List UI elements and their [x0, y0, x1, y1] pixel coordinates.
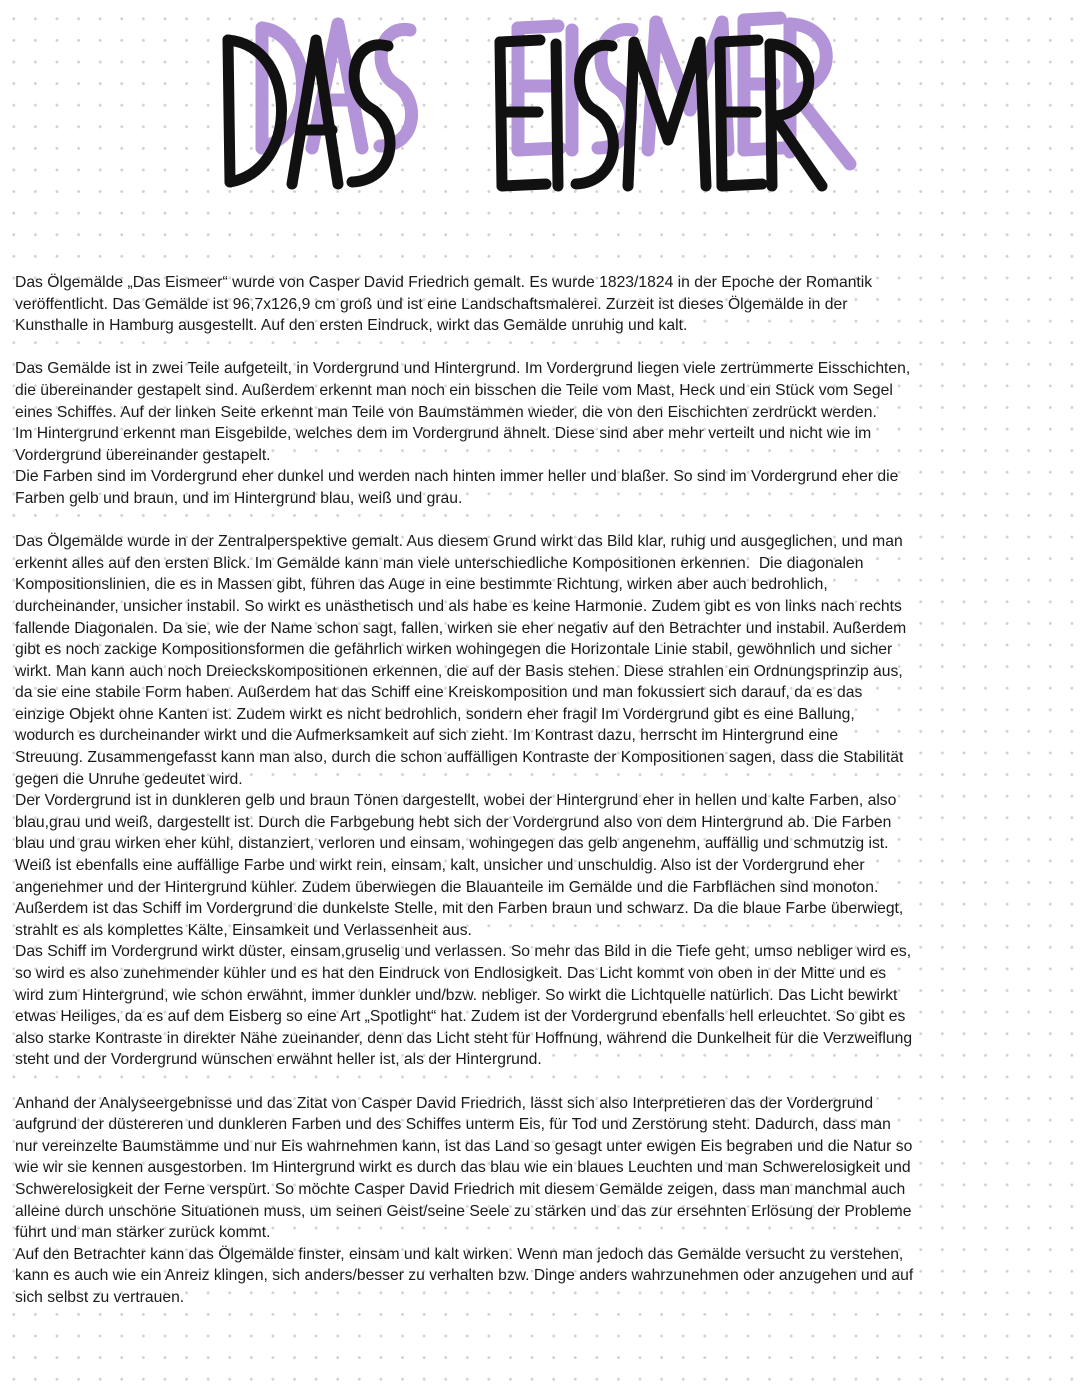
handlettered-title-art — [0, 0, 1080, 210]
paragraph-spacer — [15, 337, 1065, 359]
paragraph-description: Das Gemälde ist in zwei Teile aufgeteilt, in Vordergrund und Hintergrund. Im Vordergrund liegen viele zertrümmerte Eisschichten, die übereinander gestapelt sind. Außerdem erkennt man noch ein bisschen die Teile vom Mast, Heck und ein Stück vom Segel eines Schiffes. Auf der linken Seite erkennt man Teile von Baumstämmen wieder, die von den Eischichten zerdrückt werden. Im Hintergrund erkennt man Eisgebilde, welches dem im Vordergrund ähnelt. Diese sind aber mehr verteilt und nicht wie im Vordergrund übereinander gestapelt. Die Farben sind im Vordergrund eher dunkel und werden nach hinten immer heller und blaßer. So sind im Vordergrund eher die Farben gelb und braun, und im Hintergrund blau, weiß und grau. — [15, 360, 911, 507]
paragraph-intro: Das Ölgemälde „Das Eismeer“ wurde von Casper David Friedrich gemalt. Es wurde 1823/1824 in der Epoche der Romantik veröffentlicht. Das Gemälde ist 96,7x126,9 cm groß und ist eine Landschaftsmalerei. Zurzeit ist dieses Ölgemälde in der Kunsthalle in Hamburg ausgestellt. Auf den ersten Eindruck, wirkt das Gemälde unruhig und kalt. — [15, 274, 873, 335]
paragraph-analysis: Das Ölgemälde wurde in der Zentralperspektive gemalt. Aus diesem Grund wirkt das Bild klar, ruhig und ausgeglichen, und man erkennt alles auf den ersten Blick. Im Gemälde kann man viele unterschiedliche Kompositionen erkennen. Die diagonalen Kompositionslinien, die es in Massen gibt, führen das Auge in eine bestimmte Richtung, wirken aber auch bedrohlich, durcheinander, unsicher instabil. So wirkt es unästhetisch und als habe es keine Harmonie. Zudem gibt es von links nach rechts fallende Diagonalen. Da sie, wie der Name schon sagt, fallen, wirken sie eher negativ auf den Betrachter und instabil. Außerdem gibt es noch zackige Kompositionsformen die gefährlich wirken wohingegen die Horizontale Linie stabil, gewöhnlich und sicher wirkt. Man kann auch noch Dreieckskompositionen erkennen, die auf der Basis stehen. Diese strahlen ein Ordnungsprinzip aus, da sie eine stabile Form haben. Außerdem hat das Schiff eine Kreiskomposition und man fokussiert sich darauf, da es das einzige Objekt ohne Kanten ist. Zudem wirkt es nicht bedrohlich, sondern eher fragil Im Vordergrund gibt es eine Ballung, wodurch es durcheinander wirkt und die Aufmerksamkeit auf sich zieht. Im Kontrast dazu, herrscht im Hintergrund eine Streuung. Zusammengefasst kann man also, durch die schon auffälligen Kontraste der Kompositionen sagen, dass die Stabilität gegen die Unruhe gedeutet wird. Der Vordergrund ist in dunkleren gelb und braun Tönen dargestellt, wobei der Hintergrund eher in hellen und kalte Farben, also blau,grau und weiß, dargestellt ist. Durch die Farbgebung hebt sich der Vordergrund also von dem Hintergrund ab. Die Farben blau und grau wirken eher kühl, distanziert, verloren und einsam, wohingegen das gelb angenehm, auffällig und schmutzig ist. Weiß ist ebenfalls eine auffällige Farbe und wirkt rein, einsam, kalt, unsicher und unschuldig. Also ist der Vordergrund eher angenehmer und der Hintergrund kühler. Zudem überwiegen die Blauanteile im Gemälde und die Farbflächen sind monoton. Außerdem ist das Schiff im Vordergrund die dunkelste Stelle, mit den Farben braun und schwarz. Da die blaue Farbe überwiegt, strahlt es als komplettes Kälte, Einsamkeit und Verlassenheit aus. Das Schiff im Vordergrund wirkt düster, einsam,gruselig und verlassen. So mehr das Bild in die Tiefe geht, umso nebliger wird es, so wird es also zunehmender kühler und es hat den Eindruck von Endlosigkeit. Das Licht kommt von oben in der Mitte und es wird zum Hintergrund, wie schon erwähnt, immer dunkler und/bzw. nebliger. So wirkt die Lichtquelle natürlich. Das Licht bewirkt etwas Heiliges, da es auf dem Eisberg so eine Art „Spotlight“ hat. Zudem ist der Vordergrund ebenfalls hell erleuchtet. So gibt es also starke Kontraste in direkter Nähe zueinander, denn das Licht steht für Hoffnung, während die Dunkelheit für die Verzweiflung steht und der Vordergrund wünschen erwähnt heller ist, als der Hintergrund. — [15, 533, 913, 1069]
page-title — [0, 0, 1080, 210]
essay-body — [15, 272, 1065, 1309]
paragraph-spacer — [15, 1071, 1065, 1093]
paragraph-interpretation: Anhand der Analyseergebnisse und das Zitat von Casper David Friedrich, lässt sich also Interpretieren das der Vordergrund aufgrund der düstereren und dunkleren Farben und des Schiffes unterm Eis, für Tod und Zerstörung steht. Dadurch, dass man nur vereinzelte Baumstämme und nur Eis wahrnehmen kann, ist das Land so gesagt unter ewigen Eis begraben und die Natur so wie wir sie kennen ausgestorben. Im Hintergrund wirkt es durch das blau wie ein blaues Leuchten und man Schwerelosigkeit und Schwerelosigkeit der Ferne verspürt. So möchte Casper David Friedrich mit diesem Gemälde zeigen, dass man manchmal auch alleine durch unschöne Situationen muss, um seinen Geist/seine Seele zu stärken und das zur ersehnten Erlösung der Probleme führt und man stärker zurück kommt. Auf den Betrachter kann das Ölgemälde finster, einsam und kalt wirken. Wenn man jedoch das Gemälde versucht zu verstehen, kann es auch wie ein Anreiz klingen, sich anders/besser zu verhalten bzw. Dinge anders wahrzunehmen oder anzugehen und auf sich selbst zu vertrauen. — [15, 1094, 914, 1306]
paragraph-spacer — [15, 510, 1065, 532]
